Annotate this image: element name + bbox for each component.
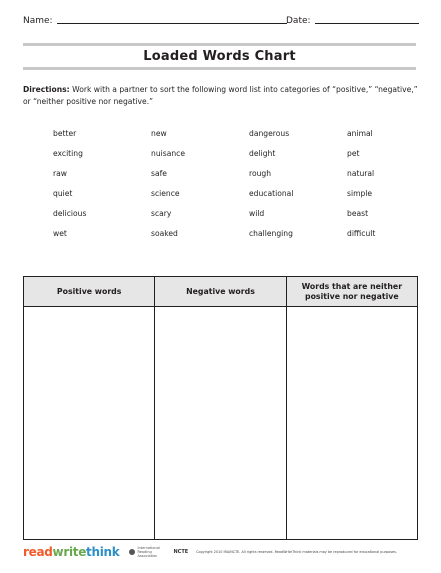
word: raw bbox=[53, 169, 67, 178]
footer bbox=[23, 545, 418, 559]
word-list bbox=[53, 128, 423, 240]
word: delight bbox=[249, 149, 276, 158]
word: safe bbox=[151, 169, 167, 178]
word: challenging bbox=[249, 229, 293, 238]
negative-column-header: Negative words bbox=[155, 277, 285, 307]
word: wet bbox=[53, 229, 67, 238]
positive-column-header: Positive words bbox=[24, 277, 154, 307]
negative-column-writing-area[interactable] bbox=[155, 307, 285, 539]
word: wild bbox=[249, 209, 265, 218]
word: rough bbox=[249, 169, 272, 178]
word: exciting bbox=[53, 149, 83, 158]
title-bar bbox=[23, 43, 416, 70]
word: educational bbox=[249, 189, 294, 198]
date-label: Date: bbox=[286, 16, 311, 26]
word: natural bbox=[347, 169, 375, 178]
directions bbox=[23, 84, 418, 108]
word: pet bbox=[347, 149, 360, 158]
ncte-logo: NCTE bbox=[173, 549, 189, 555]
ira-logo bbox=[129, 546, 167, 558]
positive-column-writing-area[interactable] bbox=[24, 307, 154, 539]
neither-column-header: Words that are neither positive nor negative bbox=[287, 277, 417, 307]
word: scary bbox=[151, 209, 172, 218]
date-field[interactable] bbox=[286, 16, 419, 26]
word: delicious bbox=[53, 209, 87, 218]
word: new bbox=[151, 129, 167, 138]
directions-label: Directions: bbox=[23, 85, 70, 94]
name-field[interactable] bbox=[23, 16, 287, 26]
word: difficult bbox=[347, 229, 376, 238]
neither-column bbox=[287, 277, 417, 539]
name-blank-line[interactable] bbox=[57, 23, 287, 24]
copyright-notice: Copyright 2010 IRA/NCTE. All rights reserved. ReadWriteThink materials may be reproduced for educational purposes. bbox=[196, 550, 397, 554]
word: nuisance bbox=[151, 149, 186, 158]
word: dangerous bbox=[249, 129, 290, 138]
sorting-chart bbox=[23, 276, 418, 540]
negative-column bbox=[155, 277, 286, 539]
word: better bbox=[53, 129, 77, 138]
neither-column-writing-area[interactable] bbox=[287, 307, 417, 539]
positive-column bbox=[24, 277, 155, 539]
page-title: Loaded Words Chart bbox=[143, 49, 296, 64]
word: science bbox=[151, 189, 180, 198]
directions-text: Work with a partner to sort the following word list into categories of “positive,” “negative,” or “neither positive nor negative.” bbox=[23, 85, 418, 106]
name-label: Name: bbox=[23, 16, 53, 26]
word: quiet bbox=[53, 189, 73, 198]
date-blank-line[interactable] bbox=[315, 23, 419, 24]
ira-mark-icon bbox=[129, 549, 135, 555]
word: beast bbox=[347, 209, 369, 218]
ira-logo-text: International Reading Association bbox=[137, 546, 160, 558]
readwritethink-logo: readwritethink bbox=[23, 545, 120, 559]
word: simple bbox=[347, 189, 373, 198]
word: animal bbox=[347, 129, 373, 138]
word: soaked bbox=[151, 229, 178, 238]
